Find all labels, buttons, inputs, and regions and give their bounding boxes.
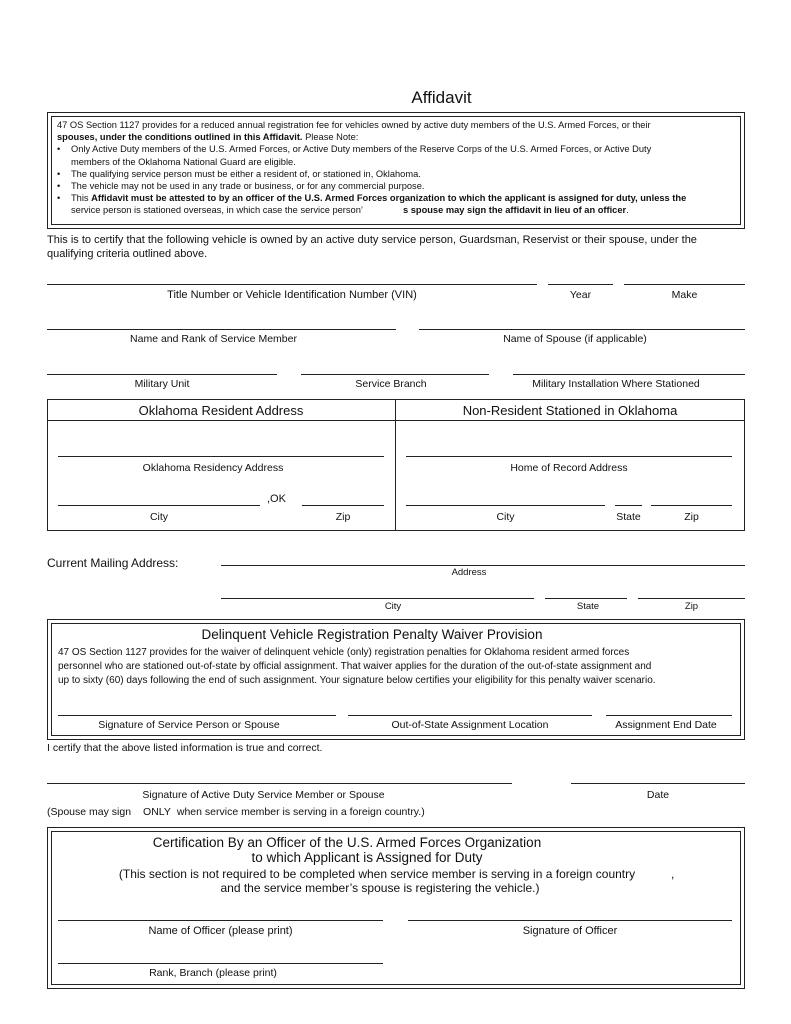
date-line[interactable] <box>571 783 745 784</box>
spouse-sign-note-a: (Spouse may sign <box>47 806 132 818</box>
mailing-state-line[interactable] <box>545 598 627 599</box>
unit-label: Military Unit <box>134 378 190 390</box>
ok-residency-label: Oklahoma Residency Address <box>142 462 284 474</box>
spouse-label: Name of Spouse (if applicable) <box>503 333 647 345</box>
waiver-line-2-b: That waiver applies for the duration of the out-of-state assignment and <box>337 661 652 672</box>
mailing-address-line[interactable] <box>221 565 745 566</box>
notice-bullet-4-cont-bold: s spouse may sign the affidavit in lieu of an officer <box>402 205 627 216</box>
nr-city-label: City <box>496 511 515 523</box>
waiver-end-date-label: Assignment End Date <box>615 719 717 731</box>
nr-state-line[interactable] <box>615 505 642 506</box>
notice-bullet-2-text: The qualifying service person must be either a resident of, or stationed in, Oklahoma. <box>71 168 421 179</box>
mailing-city-line[interactable] <box>221 598 534 599</box>
ok-city-label: City <box>149 511 169 523</box>
mailing-zip-line[interactable] <box>638 598 745 599</box>
mailing-city-label: City <box>384 601 402 612</box>
ok-residency-line[interactable] <box>58 456 384 457</box>
ok-zip-label: Zip <box>335 511 351 523</box>
name-rank-label: Name and Rank of Service Member <box>130 333 297 345</box>
member-signature-line[interactable] <box>47 783 512 784</box>
officer-title-2: to which Applicant is Assigned for Duty <box>251 850 483 865</box>
installation-line[interactable] <box>513 374 745 375</box>
spouse-sign-note <box>47 806 425 818</box>
officer-sub-comma: , <box>671 867 675 881</box>
notice-intro-2-bold: spouses, under the conditions outlined in this Affidavit. <box>57 132 303 143</box>
spouse-line[interactable] <box>419 329 745 330</box>
notice-intro-1: 47 OS Section 1127 provides for a reduced annual registration fee for vehicles owned by active duty members of the U.S. Armed Forces, or their <box>57 120 651 130</box>
ok-city-line[interactable] <box>58 505 260 506</box>
waiver-line-2 <box>58 661 651 672</box>
spouse-sign-note-c: when service member is serving in a foreign country.) <box>176 806 425 818</box>
ok-suffix: ,OK <box>267 493 286 505</box>
officer-sub-2: and the service member’s spouse is registering the vehicle.) <box>220 881 540 895</box>
nr-zip-line[interactable] <box>651 505 732 506</box>
address-table-divider <box>395 399 396 531</box>
waiver-sig-line[interactable] <box>58 715 336 716</box>
ok-zip-line[interactable] <box>302 505 384 506</box>
address-table-header-rule <box>47 420 745 421</box>
officer-name-label: Name of Officer (please print) <box>148 925 293 937</box>
name-rank-line[interactable] <box>47 329 396 330</box>
officer-title-1: Certification By an Officer of the U.S. Armed Forces Organization <box>152 835 542 850</box>
waiver-sig-label: Signature of Service Person or Spouse <box>98 719 280 731</box>
notice-bullet-3: • The vehicle may not be used in any trade or business, or for any commercial purpose. <box>57 181 425 192</box>
notice-text <box>57 119 737 217</box>
non-resident-header: Non-Resident Stationed in Oklahoma <box>462 403 678 418</box>
certify-text-1: This is to certify that the following vehicle is owned by an active duty service person, Guardsman, Reservist or their spouse, under the <box>47 234 697 246</box>
waiver-line-3: up to sixty (60) days following the end of such assignment. Your signature below certifies your eligibility for this penalty waiver scenario. <box>58 675 656 686</box>
certify-text-2: qualifying criteria outlined above. <box>47 248 208 260</box>
ok-resident-header: Oklahoma Resident Address <box>138 403 304 418</box>
year-line[interactable] <box>548 284 613 285</box>
mailing-state-label: State <box>576 601 600 612</box>
officer-rank-line[interactable] <box>58 963 383 964</box>
nr-zip-label: Zip <box>684 511 699 523</box>
nr-city-line[interactable] <box>406 505 605 506</box>
date-label: Date <box>646 789 670 801</box>
member-signature-label: Signature of Active Duty Service Member or Spouse <box>142 789 385 801</box>
home-record-label: Home of Record Address <box>510 462 628 474</box>
officer-sub-1: (This section is not required to be completed when service member is serving in a foreign country <box>118 867 636 881</box>
officer-rank-label: Rank, Branch (please print) <box>149 967 277 979</box>
mailing-zip-label: Zip <box>684 601 699 612</box>
mailing-address-label: Address <box>451 567 487 578</box>
waiver-line-2-a: personnel who are stationed out-of-state by official assignment. <box>58 661 338 672</box>
vin-label: Title Number or Vehicle Identification Number (VIN) <box>167 289 417 301</box>
waiver-location-label: Out-of-State Assignment Location <box>391 719 549 731</box>
notice-intro-2 <box>57 131 737 143</box>
notice-bullet-4-lead: This <box>71 193 92 204</box>
notice-bullet-4-cont <box>57 204 737 216</box>
notice-bullet-1: • Only Active Duty members of the U.S. Armed Forces, or Active Duty members of the Reserve Corps of the U.S. Armed Forces, or Active Duty <box>57 144 652 155</box>
unit-line[interactable] <box>47 374 277 375</box>
notice-intro-2-tail: Please Note: <box>302 132 359 143</box>
notice-bullet-1-text: Only Active Duty members of the U.S. Armed Forces, or Active Duty members of the Reserve Corps of the U.S. Armed Forces, or Active Duty <box>71 144 652 155</box>
installation-label: Military Installation Where Stationed <box>532 378 700 390</box>
officer-signature-line[interactable] <box>408 920 732 921</box>
notice-bullet-4-bold: Affidavit must be attested to by an officer of the U.S. Armed Forces organization to which the applicant is assigned for duty, unless the <box>91 193 687 204</box>
vin-line[interactable] <box>47 284 537 285</box>
home-record-line[interactable] <box>406 456 732 457</box>
officer-name-line[interactable] <box>58 920 383 921</box>
year-label: Year <box>569 289 592 301</box>
make-line[interactable] <box>624 284 745 285</box>
notice-bullet-4: • This Affidavit must be attested to by an officer of the U.S. Armed Forces organization to which the applicant is assigned for duty, unless the <box>57 193 687 204</box>
nr-state-label: State <box>616 511 641 523</box>
waiver-location-line[interactable] <box>348 715 592 716</box>
notice-bullet-1-cont: members of the Oklahoma National Guard are eligible. <box>71 156 296 167</box>
notice-bullet-2: • The qualifying service person must be either a resident of, or stationed in, Oklahoma. <box>57 168 421 179</box>
notice-bullet-4-period: . <box>626 205 629 216</box>
waiver-line-1: 47 OS Section 1127 provides for the waiver of delinquent vehicle (only) registration penalties for Oklahoma resident armed forces <box>58 647 630 658</box>
make-label: Make <box>671 289 698 301</box>
page-title: Affidavit <box>411 88 472 107</box>
certify-true: I certify that the above listed information is true and correct. <box>47 742 323 754</box>
branch-line[interactable] <box>301 374 489 375</box>
officer-signature-label: Signature of Officer <box>522 925 618 937</box>
notice-bullet-3-text: The vehicle may not be used in any trade or business, or for any commercial purpose. <box>71 181 425 192</box>
spouse-sign-note-b: ONLY <box>143 806 171 818</box>
waiver-end-date-line[interactable] <box>606 715 732 716</box>
waiver-title: Delinquent Vehicle Registration Penalty Waiver Provision <box>201 627 543 642</box>
branch-label: Service Branch <box>355 378 427 390</box>
notice-bullet-4-cont-text: service person is stationed overseas, in which case the service person’ <box>71 205 363 216</box>
mailing-label: Current Mailing Address: <box>47 556 179 570</box>
